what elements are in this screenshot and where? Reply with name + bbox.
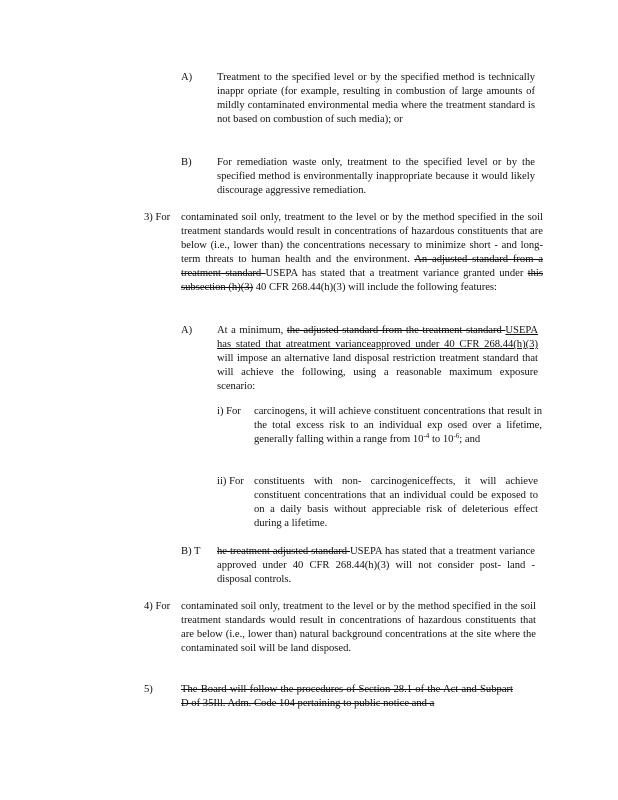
item-5-strike-1: The Board will follow the procedures of Section 28.1 of the Act and Subpart D of 35Ill. Adm. Code 104 pertaining to public notice and a [181,684,513,709]
item-3a-label: A) [181,325,193,336]
item-3b-label: B) T [181,546,201,557]
item-3a-i-text [254,405,542,447]
item-4-label: 4) For [144,601,171,612]
item-3a-i-text-a: carcinogens, it will achieve constituent concentrations that result in the total excess risk to an individual exp osed over a lifetime, generally falling within a range from 10 [254,406,542,445]
item-3b-text [217,545,535,587]
item-3b-text-a: USEPA has stated that a treatment variance approved under 40 CFR 268.44(h)(3) will not consider post- land -disposal controls. [217,546,535,585]
item-3a-text-b: will impose an alternative land disposal restriction treatment standard that will achieve the following, using a reasonable maximum exposure scenario: [217,353,538,392]
item-b-label: B) [181,157,192,168]
item-5-label: 5) [144,684,153,695]
item-3-text-b: USEPA has stated that a treatment variance granted under [265,268,528,279]
item-3a-i-text-c: ; and [459,434,481,445]
item-3-text [181,211,543,295]
item-5-text [181,683,513,711]
item-3a-strike-1: the adjusted standard from the treatment standard [286,325,506,336]
item-3-text-a: contaminated soil only, treatment to the level or by the method specified in the soil treatment standards would result in concentrations of hazardous constituents that are below (i.e., lower than) the concentrations necessary to minimize short - and long-term threats to human health and the environment. [181,212,543,265]
item-3-text-c: 40 CFR 268.44(h)(3) will include the following features: [253,282,497,293]
item-3a-ii-text: constituents with non- carcinogeniceffects, it will achieve constituent concentrations that an individual could be exposed to on a daily basis without appreciable risk of deleterious effect during a lifetime. [254,476,538,529]
item-4-text: contaminated soil only, treatment to the level or by the method specified in the soil treatment standards would result in concentrations of hazardous constituents that are below (i.e., lower than) natural background concentrations at the site where the contaminated soil will be land disposed. [181,601,536,654]
item-a-label: A) [181,72,193,83]
item-3a-i-label: i) For [217,406,241,417]
item-3-label: 3) For [144,212,171,223]
item-a-text: Treatment to the specified level or by the specified method is technically inappr opriate (for example, resulting in combustion of large amounts of mildly contaminated environmental media where the treatment standard is not based on combustion of such media); or [217,72,535,125]
item-3a-ii-label: ii) For [217,476,244,487]
item-3-strike-2: this subsection (h)(3) [181,268,543,293]
item-3a-text [217,324,538,394]
item-3a-underline-1: USEPA has stated that atreatment varianceapproved under 40 CFR 268.44(h)(3) [217,325,538,350]
item-3a-i-text-b: to 10 [429,434,454,445]
item-b-text: For remediation waste only, treatment to the specified level or by the specified method is environmentally inappropriate because it would likely discourage aggressive remediation. [217,157,535,196]
item-3a-i-sup-2: -6 [453,432,460,440]
item-3b-strike-1: he treatment adjusted standard [217,546,350,557]
item-3-strike-1: An adjusted standard from a treatment standard [181,254,544,279]
item-3a-text-a: At a minimum, [217,325,287,336]
item-3a-i-sup-1: -4 [423,432,430,440]
